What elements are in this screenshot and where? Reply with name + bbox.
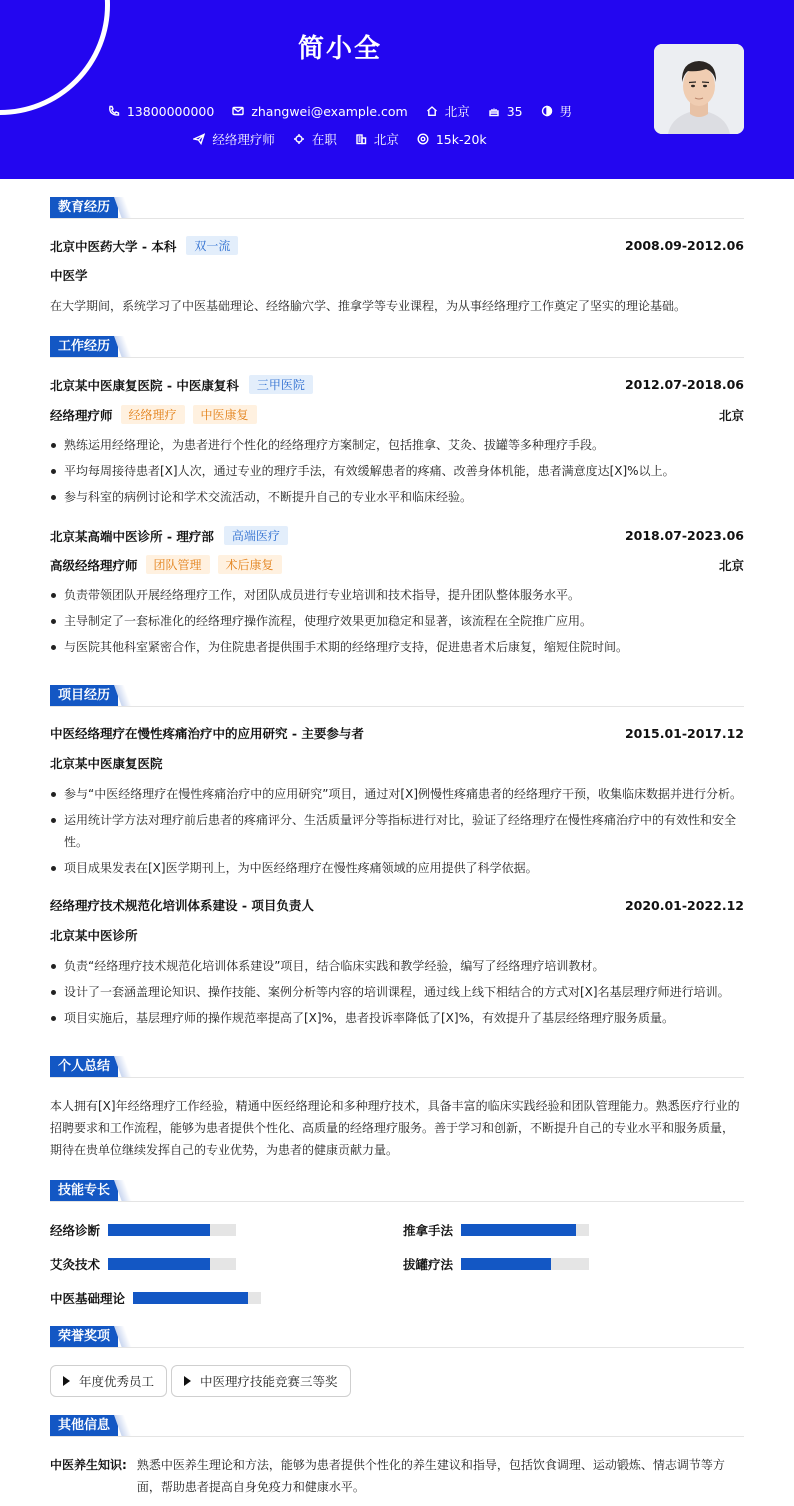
project-date: 2020.01-2022.12	[624, 897, 744, 913]
school-name: 北京中医药大学 - 本科	[50, 238, 177, 254]
candidate-name: 简小全	[297, 34, 382, 64]
list-item: 与医院其他科室紧密合作，为住院患者提供围手术期的经络理疗支持，促进患者术后康复，缩短住院时间。	[50, 636, 744, 658]
work-date: 2018.07-2023.06	[624, 528, 744, 543]
skill-name: 拔罐疗法	[403, 1257, 454, 1272]
company-tag: 高端医疗	[224, 526, 288, 545]
list-item: 参与科室的病例讨论和学术交流活动，不断提升自己的专业水平和临床经验。	[50, 486, 744, 508]
skill-tag: 中医康复	[193, 405, 257, 424]
skill-tag: 经络理疗	[121, 405, 185, 424]
skill-bar	[461, 1258, 589, 1270]
list-item: 项目成果发表在[X]医学期刊上，为中医经络理疗在慢性疼痛领域的应用提供了科学依据。	[50, 857, 744, 879]
skill-tag: 团队管理	[146, 555, 210, 574]
profile-photo	[654, 44, 744, 134]
target-city-info	[355, 130, 399, 148]
section-label: 技能专长	[50, 1180, 118, 1202]
section-divider	[50, 1347, 744, 1348]
skill-item	[50, 1289, 261, 1307]
skill-item	[403, 1255, 589, 1273]
section-divider	[50, 218, 744, 219]
skill-name: 经络诊断	[50, 1223, 101, 1238]
job-info-row	[0, 130, 680, 148]
city-info	[426, 102, 470, 120]
section-divider	[50, 357, 744, 358]
list-item: 主导制定了一套标准化的经络理疗操作流程，使理疗效果更加稳定和显著，该流程在全院推广应用。	[50, 610, 744, 632]
skill-item	[50, 1221, 236, 1239]
skill-item	[403, 1221, 589, 1239]
work-bullets	[50, 584, 744, 662]
project-org: 北京某中医诊所	[50, 928, 138, 943]
skill-bar-fill	[461, 1258, 551, 1270]
award-chip	[50, 1365, 167, 1397]
section-divider	[50, 1077, 744, 1078]
project-row	[50, 724, 744, 742]
section-label: 教育经历	[50, 197, 118, 219]
skill-bar	[108, 1258, 236, 1270]
status-icon	[293, 133, 305, 145]
skill-name: 艾灸技术	[50, 1257, 101, 1272]
company-name: 北京某高端中医诊所 - 理疗部	[50, 528, 214, 544]
home-icon	[426, 105, 438, 117]
other-info-row	[50, 1454, 744, 1498]
project-date: 2015.01-2017.12	[624, 725, 744, 741]
section-divider	[50, 1436, 744, 1437]
work-city: 北京	[718, 557, 744, 573]
project-org-row	[50, 754, 744, 772]
salary-info	[417, 132, 487, 147]
email-text: zhangwei@example.com	[251, 103, 408, 119]
salary-icon	[417, 133, 429, 145]
list-item: 参与“中医经络理疗在慢性疼痛治疗中的应用研究”项目，通过对[X]例慢性疼痛患者的经络理疗干预，收集临床数据并进行分析。	[50, 783, 744, 805]
email-info	[232, 104, 407, 119]
job-title: 高级经络理疗师	[50, 557, 138, 573]
project-org-row	[50, 926, 744, 944]
project-org: 北京某中医康复医院	[50, 756, 163, 771]
award-chip	[171, 1365, 351, 1397]
section-title-summary	[50, 1056, 744, 1078]
list-item: 负责“经络理疗技术规范化培训体系建设”项目，结合临床实践和教学经验，编写了经络理疗培训教材。	[50, 955, 744, 977]
section-title-education	[50, 197, 744, 219]
gender-icon	[541, 105, 553, 117]
project-name: 中医经络理疗在慢性疼痛治疗中的应用研究 - 主要参与者	[50, 726, 364, 741]
skill-bar-fill	[133, 1292, 248, 1304]
play-triangle-icon	[184, 1376, 191, 1386]
job-title: 经络理疗师	[50, 407, 113, 423]
summary-text: 本人拥有[X]年经络理疗工作经验，精通中医经络理论和多种理疗技术，具备丰富的临床实践经验和团队管理能力。熟悉医疗行业的招聘要求和工作流程，能够为患者提供个性化、高质量的经络理疗服务。善于学习和创新，不断提升自己的专业水平和服务质量，期待在贵单位继续发挥自己的专业优势，为患者的健康贡献力量。	[50, 1099, 740, 1157]
work-title-row	[50, 405, 744, 424]
education-date: 2008.09-2012.06	[624, 238, 744, 253]
major-row	[50, 266, 744, 284]
list-item: 项目实施后，基层理疗师的操作规范率提高了[X]%，患者投诉率降低了[X]%，有效提升了基层经络理疗服务质量。	[50, 1007, 744, 1029]
work-company-row	[50, 375, 744, 394]
cake-icon	[488, 105, 500, 117]
section-label: 项目经历	[50, 685, 118, 707]
section-title-other	[50, 1415, 744, 1437]
city-text: 北京	[444, 104, 470, 119]
project-name: 经络理疗技术规范化培训体系建设 - 项目负责人	[50, 898, 314, 913]
skill-name: 中医基础理论	[50, 1291, 126, 1306]
award-label: 中医理疗技能竞赛三等奖	[200, 1374, 338, 1389]
education-row	[50, 236, 744, 255]
job-target-text: 经络理疗师	[212, 132, 275, 147]
section-title-projects	[50, 685, 744, 707]
skill-bar	[133, 1292, 261, 1304]
skill-tag: 术后康复	[218, 555, 282, 574]
list-item: 平均每周接待患者[X]人次，通过专业的理疗手法，有效缓解患者的疼痛、改善身体机能，患者满意度达[X]%以上。	[50, 460, 744, 482]
section-title-work	[50, 336, 744, 358]
work-title-row	[50, 555, 744, 574]
target-city-text: 北京	[373, 132, 399, 147]
section-divider	[50, 1201, 744, 1202]
other-value: 熟悉中医养生理论和方法，能够为患者提供个性化的养生建议和指导，包括饮食调理、运动锻炼、情志调节等方面，帮助患者提高自身免疫力和健康水平。	[136, 1458, 725, 1494]
phone-info	[108, 104, 214, 119]
phone-text: 13800000000	[126, 103, 215, 119]
job-target-info	[193, 130, 275, 148]
list-item: 熟练运用经络理论，为患者进行个性化的经络理疗方案制定，包括推拿、艾灸、拔罐等多种理疗手段。	[50, 434, 744, 456]
gender-text: 男	[559, 104, 573, 119]
project-bullets	[50, 783, 744, 883]
play-triangle-icon	[63, 1376, 70, 1386]
list-item: 设计了一套涵盖理论知识、操作技能、案例分析等内容的培训课程，通过线上线下相结合的方式对[X]名基层理疗师进行培训。	[50, 981, 744, 1003]
project-row	[50, 896, 744, 914]
project-bullets	[50, 955, 744, 1033]
contact-info-row	[0, 102, 680, 120]
skill-item	[50, 1255, 236, 1273]
resume-header	[0, 0, 794, 179]
work-bullets	[50, 434, 744, 512]
school-tag: 双一流	[186, 236, 238, 255]
award-label: 年度优秀员工	[79, 1374, 155, 1389]
education-desc: 在大学期间，系统学习了中医基础理论、经络腧穴学、推拿学等专业课程，为从事经络理疗工作奠定了坚实的理论基础。	[50, 299, 687, 313]
other-key: 中医养生知识:	[50, 1458, 127, 1472]
section-divider	[50, 706, 744, 707]
mail-icon	[232, 105, 244, 117]
section-label: 工作经历	[50, 336, 118, 358]
section-label: 其他信息	[50, 1415, 118, 1437]
status-info	[293, 130, 337, 148]
section-title-awards	[50, 1326, 744, 1348]
company-tag: 三甲医院	[249, 375, 313, 394]
age-info	[488, 104, 523, 119]
skill-name: 推拿手法	[403, 1223, 454, 1238]
work-city: 北京	[718, 407, 744, 423]
skill-bar	[461, 1224, 589, 1236]
list-item: 运用统计学方法对理疗前后患者的疼痛评分、生活质量评分等指标进行对比，验证了经络理疗在慢性疼痛治疗中的有效性和安全性。	[50, 809, 744, 853]
salary-text: 15k-20k	[435, 131, 487, 147]
status-text: 在职	[311, 132, 337, 147]
company-name: 北京某中医康复医院 - 中医康复科	[50, 377, 239, 393]
work-company-row	[50, 526, 744, 545]
skill-bar-fill	[108, 1258, 210, 1270]
skill-bar-fill	[108, 1224, 210, 1236]
section-label: 荣誉奖项	[50, 1326, 118, 1348]
skill-bar-fill	[461, 1224, 576, 1236]
phone-icon	[108, 105, 120, 117]
major-name: 中医学	[50, 268, 88, 283]
send-icon	[193, 133, 205, 145]
skill-bar	[108, 1224, 236, 1236]
building-icon	[355, 133, 367, 145]
gender-info	[541, 102, 573, 120]
section-label: 个人总结	[50, 1056, 118, 1078]
work-date: 2012.07-2018.06	[624, 377, 744, 392]
list-item: 负责带领团队开展经络理疗工作，对团队成员进行专业培训和技术指导，提升团队整体服务水平。	[50, 584, 744, 606]
section-title-skills	[50, 1180, 744, 1202]
avatar-portrait	[654, 44, 744, 134]
age-text: 35	[506, 103, 523, 119]
